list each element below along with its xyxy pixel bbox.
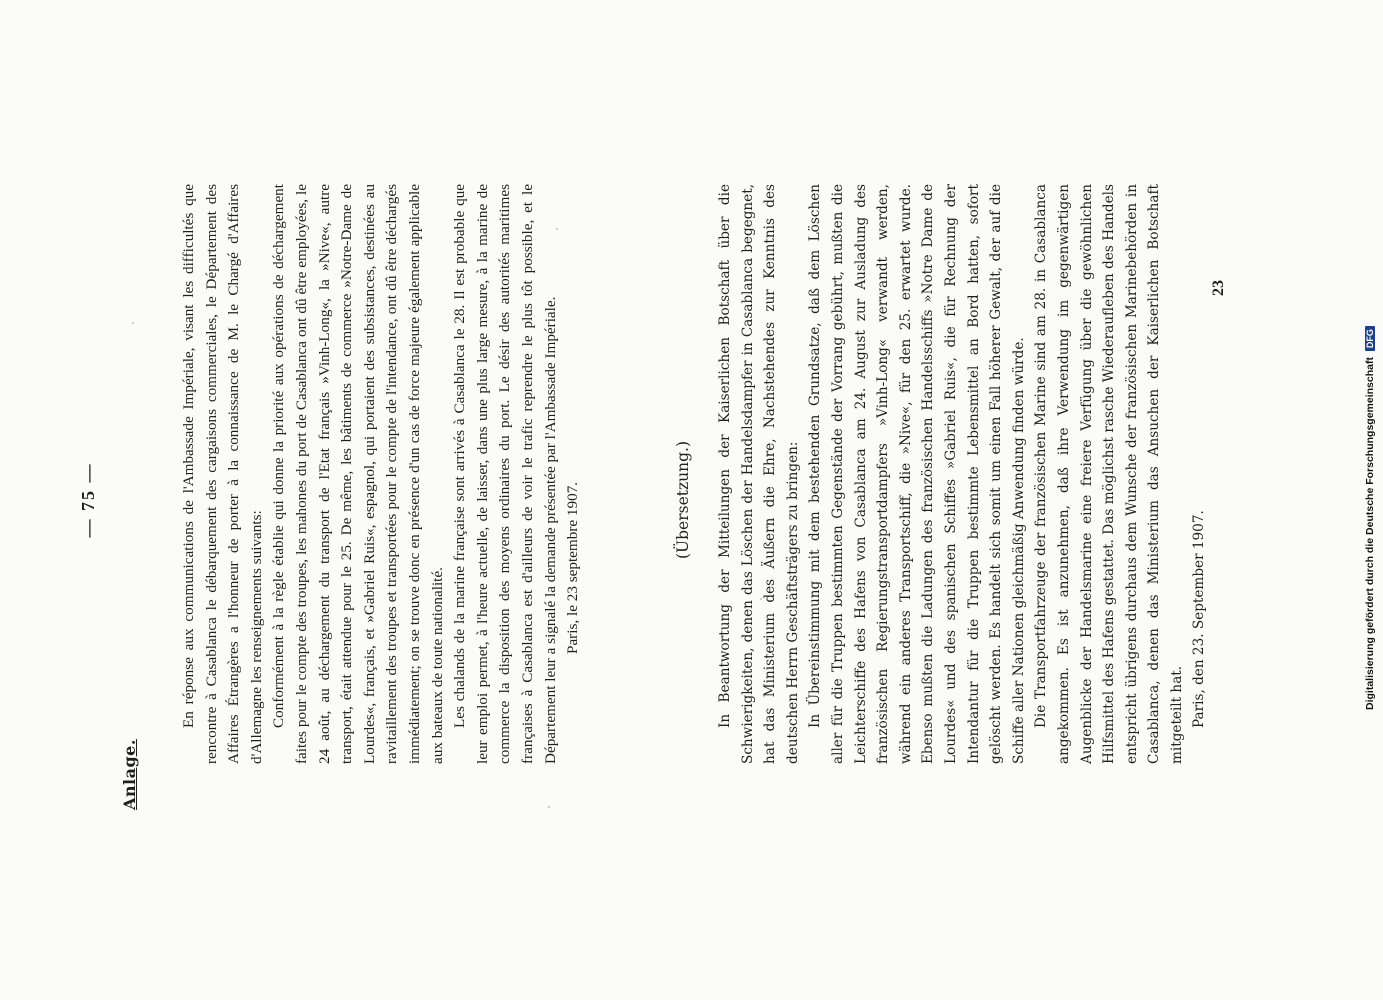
french-paragraph-3: Les chalands de la marine française sont arrivés à Casablanca le 28. Il est probable que leur emploi permet, à l'heure actuelle, de laisser, dans une plus large mesure, à la marine de commerce la disposition des moyens ordinaires du port. Le désir des autorités maritimes françaises à Casablanca est d'ailleurs de voir le trafic reprendre le plus tôt possible, et le Département leur a signalé la demande présentée par l'Ambassade Impériale. [451, 184, 559, 764]
scan-speck [556, 228, 558, 230]
german-paragraph-1: In Beantwortung der Mitteilungen der Kaiserlichen Botschaft über die Schwierigkeiten, denen das Löschen der Handelsdampfer in Casablanca begegnet, hat das Ministerium des Äußern die Ehre, Nachstehendes zur Kenntnis des deutschen Herrn Geschäftsträgers zu bringen: [717, 184, 801, 764]
french-paragraph-2: Conformément à la règle établie qui donne la priorité aux opérations de déchargement faites pour le compte des troupes, les mahones du port de Casablanca ont dû être employées, le 24 août, au déchargement du transport de l'Etat français »Vinh-Long«, la »Nive«, autre transport, était attendue pour le 25. De même, les bâtiments de commerce »Notre-Dame de Lourdes«, français, et »Gabriel Ruis«, espagnol, qui portaient des subsistances, destinées au ravitaillement des troupes et transportées pour le compte de l'intendance, ont dû être déchargés immédiatement; on se trouve donc en présence d'un cas de force majeure également applicable aux bateaux de toute nationalité. [270, 184, 446, 764]
credit-text: Digitalisierung gefördert durch die Deutsche Forschungsgemeinschaft [1364, 357, 1376, 710]
scan-speck [760, 598, 762, 600]
translation-heading: (Übersetzung.) [674, 441, 692, 559]
german-paragraph-3: Die Transportfahrzeuge der französischen Marine sind am 28. in Casablanca angekommen. Es ist anzunehmen, daß ihre Verwendung im gegenwärtigen Augenblicke der Handelsmarine eine freiere Verfügung über die gewöhnlichen Hilfsmittel des Hafens gestattet. Das möglichst rasche Wiederaufleben des Handels entspricht übrigens durchaus dem Wunsche der französischen Marinebehörden in Casablanca, denen das Ministerium das Ansuchen der Kaiserlichen Botschaft mitgeteilt hat. [1033, 184, 1185, 764]
page-number: — 75 — [78, 462, 98, 538]
scan-speck [132, 322, 134, 324]
french-date-line: Paris, le 23 septembre 1907. [564, 481, 582, 654]
annex-label: Anlage. [120, 739, 139, 810]
digitization-credit [1364, 0, 1376, 710]
german-paragraph-2: In Übereinstimmung mit dem bestehenden Grundsatze, daß dem Löschen aller für die Truppen bestimmten Gegenstände der Vorrang gebührt, mußten die Leichterschiffe des Hafens von Casablanca am 24. August zur Ausladung des französischen Regierungstransportdampfers »Vinh-Long« verwandt werden, während ein anderes Transportschiff, die »Nive«, für den 25. erwartet wurde. Ebenso mußten die Ladungen des französischen Handelsschiffs »Notre Dame de Lourdes« und des spanischen Schiffes »Gabriel Ruis«, die für Rechnung der Intendantur für die Truppen bestimmte Lebensmittel an Bord hatten, sofort gelöscht werden. Es handelt sich somit um einen Fall höherer Gewalt, der auf die Schiffe aller Nationen gleichmäßig Anwendung finden würde. [807, 184, 1027, 764]
sheet-number: 23 [1210, 280, 1227, 296]
scan-speck [548, 806, 550, 808]
french-paragraph-1: En réponse aux communications de l'Ambassade Impériale, visant les difficultés que rencontre à Casablanca le débarquement des cargaisons commerciales, le Département des Affaires Étrangères a l'honneur de porter à la connaissance de M. le Chargé d'Affaires d'Allemagne les renseignements suivants: [180, 184, 265, 764]
french-text-block [178, 184, 585, 764]
dfg-logo: DFG [1365, 326, 1375, 351]
german-text-block [714, 184, 1211, 764]
german-date-line: Paris, den 23. September 1907. [1191, 510, 1208, 728]
